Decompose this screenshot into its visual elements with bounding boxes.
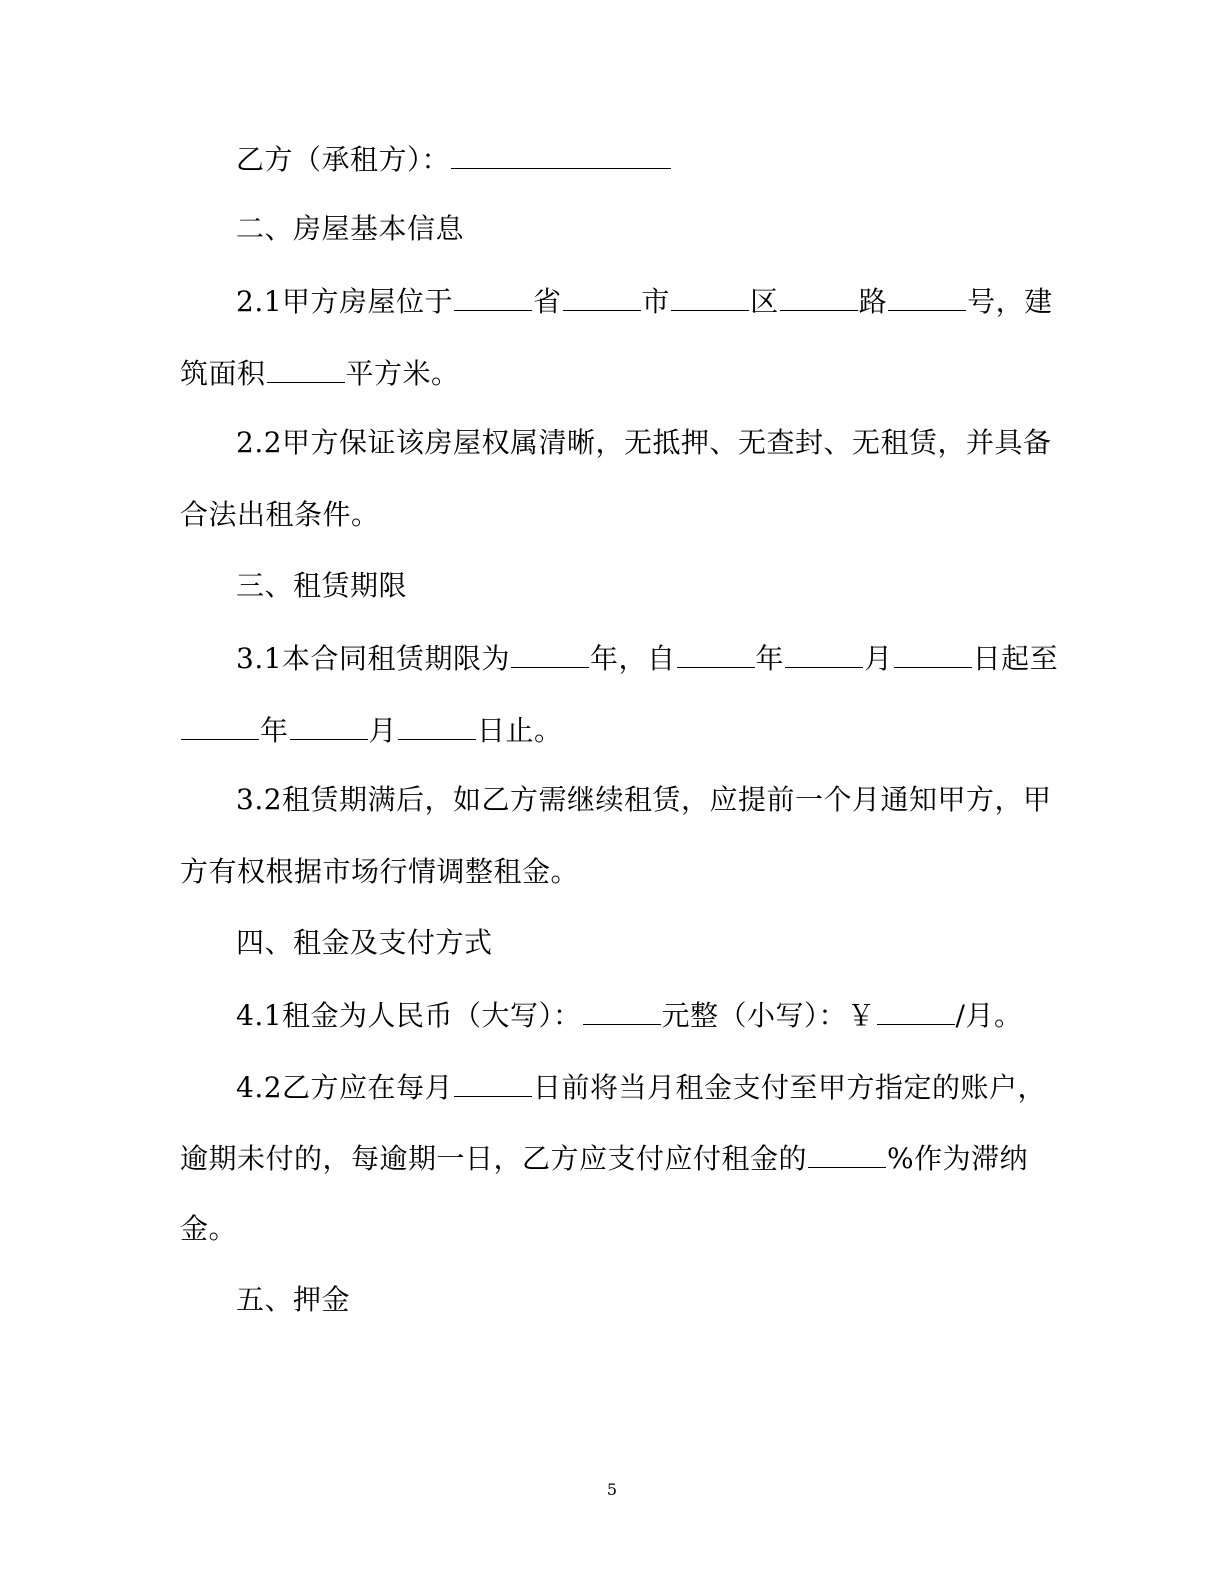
start-month-label: 月: [864, 642, 893, 675]
late-fee-text: 逾期未付的，每逾期一日，乙方应支付应付租金的: [180, 1142, 808, 1175]
late-fee-blank[interactable]: [808, 1137, 886, 1168]
area-text: 筑面积: [180, 357, 266, 390]
clause-2-1-line-1: [236, 280, 1053, 322]
clause-4-1-line: [236, 994, 1022, 1036]
city-label: 市: [641, 285, 671, 318]
end-month-label: 月: [368, 714, 398, 747]
pay-day-blank[interactable]: [454, 1066, 532, 1097]
start-year-label: 年: [755, 642, 785, 675]
section-3-title: 三、租赁期限: [236, 569, 408, 602]
clause-4-2-line-2: [180, 1137, 1028, 1179]
clause-2-1-line-2: [180, 352, 460, 394]
province-label: 省: [533, 285, 562, 318]
start-day-blank[interactable]: [894, 637, 972, 668]
area-blank[interactable]: [267, 352, 345, 383]
road-blank[interactable]: [780, 280, 858, 311]
start-month-blank[interactable]: [785, 637, 863, 668]
term-text: 3.1本合同租赁期限为: [236, 642, 511, 675]
page-number: 5: [606, 1480, 618, 1499]
late-fee-label: %作为滞纳: [887, 1142, 1029, 1175]
section-2-title: 二、房屋基本信息: [236, 212, 465, 245]
end-year-label: 年: [260, 714, 289, 747]
area-unit: 平方米。: [345, 357, 460, 390]
term-years-blank[interactable]: [511, 637, 589, 668]
pay-day-rest: 日前将当月租金支付至甲方指定的账户，: [533, 1071, 1047, 1104]
district-label: 区: [750, 285, 779, 318]
clause-3-2-line-2: 方有权根据市场行情调整租金。: [180, 855, 580, 888]
rent-period-label: /月。: [955, 999, 1023, 1032]
road-label: 路: [858, 285, 888, 318]
end-month-blank[interactable]: [290, 709, 368, 740]
clause-3-1-line-1: [236, 637, 1058, 679]
clause-2-2-line-1: 2.2甲方保证该房屋权属清晰，无抵押、无查封、无租赁，并具备: [236, 426, 1052, 459]
end-day-blank[interactable]: [398, 709, 476, 740]
start-year-blank[interactable]: [677, 637, 755, 668]
number-label: 号，建: [967, 285, 1053, 318]
party-b-line: [236, 138, 672, 180]
clause-3-1-line-2: [180, 709, 563, 751]
clause-3-2-line-1: 3.2租赁期满后，如乙方需继续租赁，应提前一个月通知甲方，甲: [236, 783, 1052, 816]
end-day-label: 日止。: [477, 714, 563, 747]
city-blank[interactable]: [563, 280, 641, 311]
clause-2-1-text: 2.1甲方房屋位于: [236, 285, 454, 318]
party-b-blank[interactable]: [451, 138, 671, 169]
rent-figure-label: 元整（小写）：￥: [661, 999, 876, 1032]
rent-figure-blank[interactable]: [877, 994, 955, 1025]
section-4-title: 四、租金及支付方式: [236, 926, 493, 959]
rent-text: 4.1租金为人民币（大写）：: [236, 999, 582, 1032]
clause-4-2-line-1: [236, 1066, 1046, 1108]
start-day-label: 日起至: [972, 642, 1059, 675]
province-blank[interactable]: [454, 280, 532, 311]
pay-day-text: 4.2乙方应在每月: [236, 1071, 454, 1104]
district-blank[interactable]: [671, 280, 749, 311]
term-years-label: 年，自: [590, 642, 676, 675]
end-year-blank[interactable]: [181, 709, 259, 740]
number-blank[interactable]: [888, 280, 966, 311]
party-b-label: 乙方（承租方）：: [236, 143, 451, 176]
rent-words-blank[interactable]: [583, 994, 661, 1025]
section-5-title: 五、押金: [236, 1283, 351, 1316]
clause-4-2-line-3: 金。: [180, 1212, 238, 1245]
clause-2-2-line-2: 合法出租条件。: [180, 498, 380, 531]
